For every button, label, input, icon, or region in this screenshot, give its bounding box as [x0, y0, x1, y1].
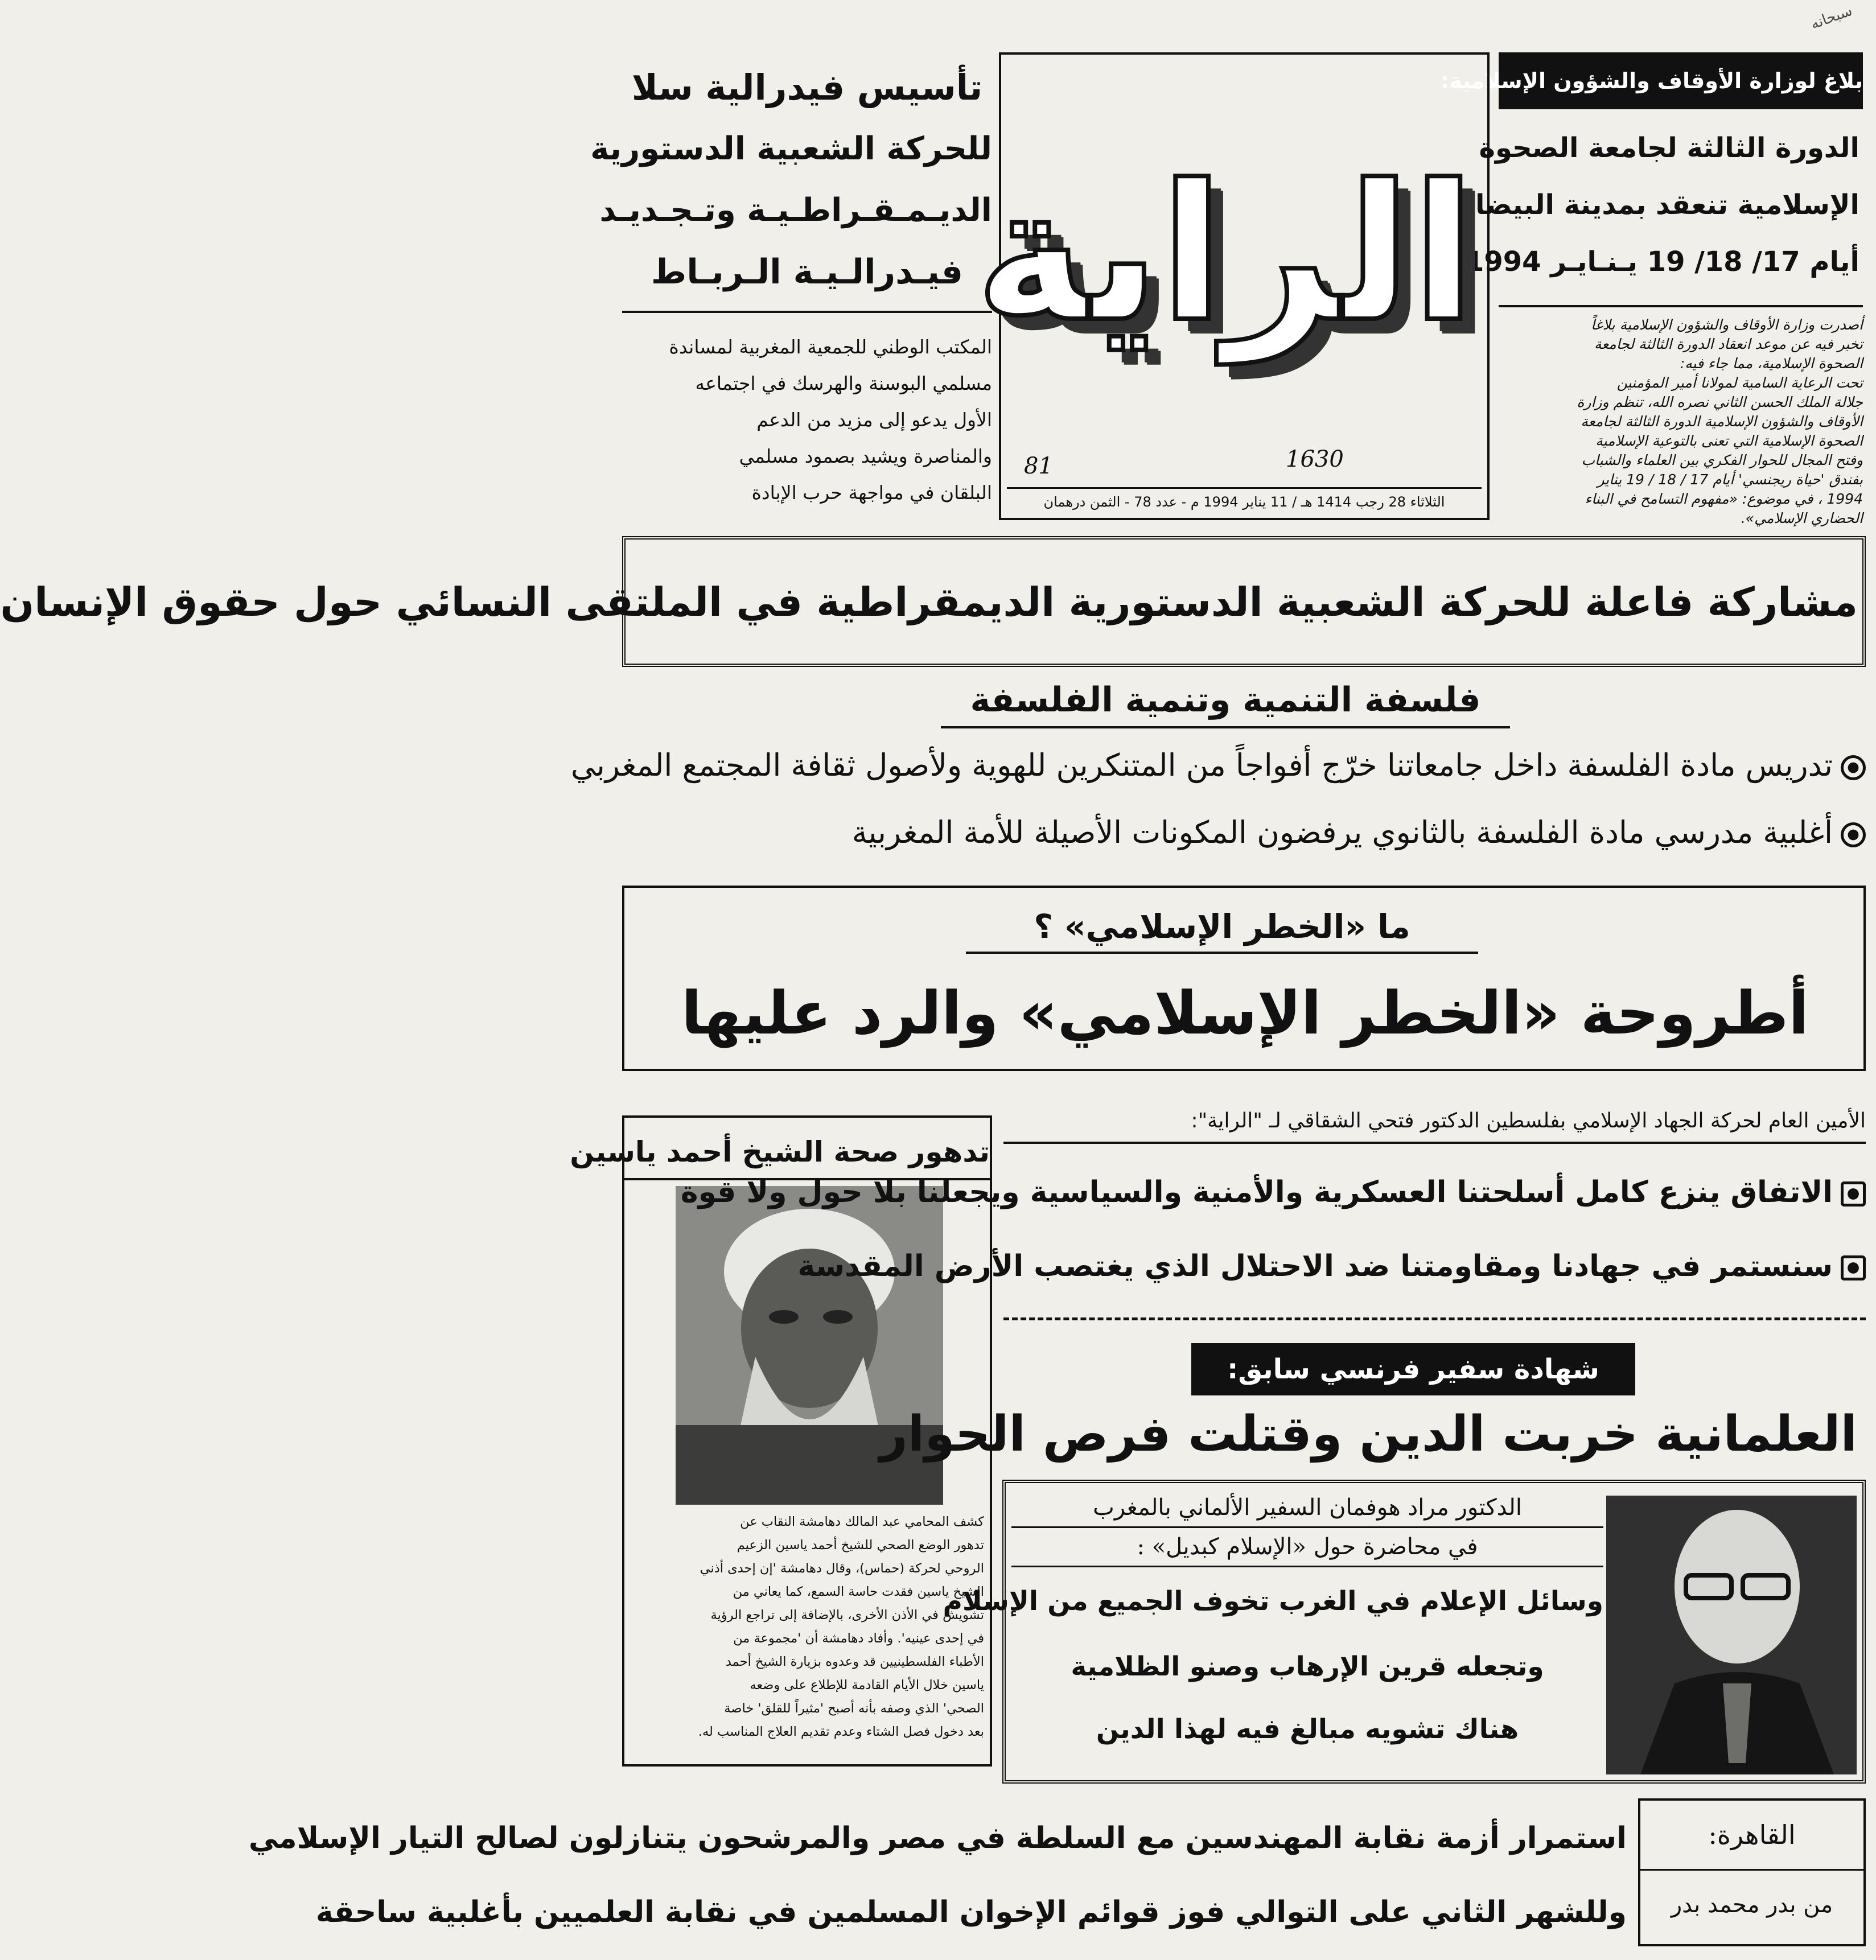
awqaf-body-line: تخبر فيه عن موعد انعقاد الدورة الثالثة لجامعة	[1594, 336, 1863, 352]
islamic-threat-headline: أطروحة «الخطر الإسلامي» والرد عليها	[681, 978, 1809, 1048]
yassin-body	[630, 1510, 984, 1744]
yassin-headline: تدهور صحة الشيخ أحمد ياسين	[624, 1123, 990, 1180]
sale-headline	[590, 57, 992, 313]
awqaf-headline-line: الإسلامية تنعقد بمدينة البيضاء	[1461, 189, 1859, 221]
yassin-body-line: في إحدى عينيه'. وأفاد دهامشة أن 'مجموعة من	[733, 1631, 984, 1646]
awqaf-body-line: جلالة الملك الحسن الثاني نصره الله، تنظم وزارة	[1577, 394, 1863, 410]
islamic-threat-kicker: ما «الخطر الإسلامي» ؟	[966, 899, 1478, 954]
sale-federation-story	[590, 57, 992, 525]
jihad-kicker: الأمين العام لحركة الجهاد الإسلامي بفلسطين الدكتور فتحي الشقاقي لـ "الراية":	[1003, 1098, 1866, 1144]
secularism-headline: العلمانية خربت الدين وقتلت فرص الحوار	[879, 1406, 1857, 1463]
hofmann-kicker-line: في محاضرة حول «الإسلام كبديل» :	[1011, 1528, 1603, 1567]
yassin-body-line: تشويش في الأذن الأخرى، بالإضافة إلى تراجع الرؤية	[710, 1608, 984, 1623]
main-headline-box	[0, 536, 1866, 667]
engineers-headline-line: وللشهر الثاني على التوالي فوز قوائم الإخوان المسلمين في نقابة العلميين بأغلبية ساحقة	[315, 1895, 1627, 1929]
hofmann-text	[943, 1489, 1603, 1779]
secularism-label: شهادة سفير فرنسي سابق:	[1191, 1343, 1635, 1395]
philosophy-story	[570, 672, 1866, 876]
philosophy-bullet: تدريس مادة الفلسفة داخل جامعاتنا خرّج أفواجاً من المتنكرين للهوية ولأصول ثقافة المجتمع المغربي	[622, 734, 1866, 797]
hofmann-photo	[1606, 1496, 1857, 1774]
hofmann-headline-line: وسائل الإعلام في الغرب تخوف الجميع من الإسلام	[943, 1586, 1603, 1617]
yassin-body-line: تدهور الوضع الصحي للشيخ أحمد ياسين الزعيم	[737, 1538, 984, 1553]
awqaf-body-line: الصحوة الإسلامية التي تعنى بالتوعية الإسلامية	[1595, 433, 1863, 449]
sale-headline-line: للحركة الشعبية الدستورية	[590, 130, 992, 167]
awqaf-body-line: بفندق 'حياة ريجنسي' أيام 17 / 18 / 19 يناير	[1597, 471, 1863, 488]
philosophy-bullet: أغلبية مدرسي مادة الفلسفة بالثانوي يرفضون المكونات الأصيلة للأمة المغربية	[622, 801, 1866, 864]
yassin-body-line: الأطباء الفلسطينيين قد وعدوه بزيارة الشيخ أحمد	[725, 1654, 984, 1669]
handwritten-mark: 1630	[1286, 446, 1344, 472]
engineers-dateline-box	[1638, 1798, 1866, 1946]
jihad-bullet: سنستمر في جهادنا ومقاومتنا ضد الاحتلال الذي يغتصب الأرض المقدسة	[1003, 1229, 1866, 1303]
awqaf-body-line: أصدرت وزارة الأوقاف والشؤون الإسلامية بلاغاً	[1591, 316, 1863, 333]
awqaf-headline-line: الدورة الثالثة لجامعة الصحوة	[1479, 132, 1859, 164]
bosnia-brief-line: المكتب الوطني للجمعية المغربية لمساندة	[669, 336, 992, 358]
yassin-body-line: الشيخ ياسين فقدت حاسة السمع، كما يعاني من	[733, 1584, 984, 1599]
awqaf-body-line: الحضاري الإسلامي».	[1741, 510, 1863, 526]
jihad-bullet: الاتفاق ينزع كامل أسلحتنا العسكرية والأمنية والسياسية ويجعلنا بلا حول ولا قوة	[1003, 1155, 1866, 1229]
portrait-hofmann-icon	[1606, 1496, 1857, 1774]
masthead-dateline: الثلاثاء 28 رجب 1414 هـ / 11 يناير 1994 م - عدد 78 - الثمن درهمان	[1007, 487, 1482, 513]
engineers-dateline: القاهرة:	[1640, 1801, 1863, 1871]
hofmann-kicker-line: الدكتور مراد هوفمان السفير الألماني بالمغرب	[1011, 1489, 1603, 1528]
awqaf-kicker-bar: بلاغ لوزارة الأوقاف والشؤون الإسلامية:	[1499, 52, 1863, 109]
awqaf-body-line: وفتح المجال للحوار الفكري بين العلماء والشباب	[1581, 452, 1863, 468]
yassin-body-line: الروحي لحركة (حماس)، وقال دهامشة 'إن إحدى أذني	[700, 1561, 984, 1576]
islamic-threat-box	[622, 886, 1866, 1071]
bosnia-brief	[622, 329, 992, 511]
sale-headline-line: تأسيس فيدرالية سلا	[631, 67, 983, 108]
bosnia-brief-line: البلقان في مواجهة حرب الإبادة	[751, 481, 992, 504]
engineers-headline-line: استمرار أزمة نقابة المهندسين مع السلطة في مصر والمرشحون يتنازلون لصالح التيار الإسلامي	[248, 1821, 1627, 1855]
masthead	[975, 52, 1490, 520]
corner-calligraphy-mark: سبحانه	[1808, 2, 1855, 33]
awqaf-body-line: الصحوة الإسلامية، مما جاء فيه:	[1680, 355, 1863, 372]
bosnia-brief-line: والمناصرة ويشيد بصمود مسلمي	[739, 445, 992, 467]
awqaf-headline-box	[1461, 120, 1863, 307]
awqaf-headline-line: أيام 17/ 18/ 19 يـنـايـر 1994	[1464, 246, 1859, 278]
yassin-body-line: بعد دخول فصل الشتاء وعدم تقديم العلاج المناسب له.	[698, 1724, 984, 1739]
yassin-body-line: كشف المحامي عبد المالك دهامشة النقاب عن	[740, 1514, 984, 1529]
engineers-byline: من بدر محمد بدر	[1671, 1892, 1833, 1918]
philosophy-title: فلسفة التنمية وتنمية الفلسفة	[941, 672, 1510, 728]
bullet-icon	[1841, 1255, 1866, 1280]
bosnia-brief-line: مسلمي البوسنة والهرسك في اجتماعه	[695, 372, 992, 394]
hofmann-headline-line: هناك تشويه مبالغ فيه لهذا الدين	[1096, 1714, 1519, 1745]
awqaf-notice	[1441, 52, 1863, 529]
hofmann-story	[943, 1480, 1866, 1784]
hofmann-headline-line: وتجعله قرين الإرهاب وصنو الظلامية	[1071, 1651, 1544, 1682]
bullet-icon	[1841, 755, 1866, 780]
awqaf-body-line: 1994 ، في موضوع: «مفهوم التسامح في البناء	[1585, 491, 1863, 507]
awqaf-body	[1499, 315, 1863, 528]
bullet-icon	[1841, 1181, 1866, 1207]
sale-headline-line: الديـمـقـراطـيـة وتـجـديـد	[599, 192, 992, 229]
bosnia-brief-line: الأول يدعو إلى مزيد من الدعم	[756, 409, 992, 431]
awqaf-body-line: تحت الرعاية السامية لمولانا أمير المؤمنين	[1616, 374, 1863, 391]
handwritten-mark: 81	[1024, 453, 1053, 479]
yassin-body-line: ياسين خلال الأيام القادمة للإطلاع على وضعه	[750, 1678, 984, 1693]
bullet-icon	[1841, 822, 1866, 847]
main-headline: مشاركة فاعلة للحركة الشعبية الدستورية الديمقراطية في الملتقى النسائي حول حقوق الإنسان	[0, 579, 1858, 625]
awqaf-body-line: الأوقاف والشؤون الإسلامية الدورة الثالثة لجامعة	[1581, 413, 1863, 430]
yassin-body-line: الصحي' الذي وصفه بأنه أصبح 'مثيراً للقلق' خاصة	[724, 1701, 984, 1716]
engineers-story	[248, 1793, 1866, 1958]
sale-headline-line: فيـدرالـيـة الـربـاط	[651, 252, 964, 292]
masthead-logo: الراية	[975, 145, 1476, 363]
secularism-story	[879, 1337, 1866, 1468]
